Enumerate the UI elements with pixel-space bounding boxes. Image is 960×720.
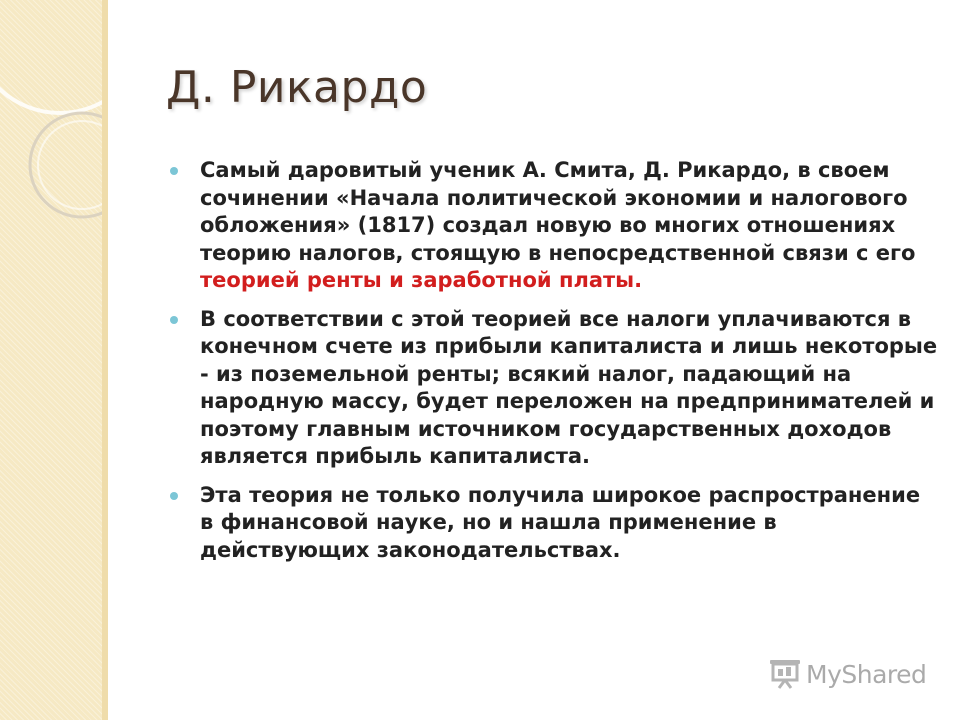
bullet-text: Эта теория не только получила широкое распространение в финансовой науке, но и нашла применение в действующих законодательствах.: [200, 482, 921, 562]
myshared-watermark: [768, 656, 926, 692]
bullet-item: [168, 306, 938, 471]
side-band-edge: [102, 0, 108, 720]
small-circle-outline: [30, 113, 108, 217]
bullet-text: В соответствии с этой теорией все налоги уплачиваются в конечном счете из прибыли капиталиста и лишь некоторые - из поземельной ренты; всякий налог, падающий на народную массу, будет переложен на предпринимателей и поэтому главным источником государственных доходов является прибыль капиталиста.: [200, 306, 938, 468]
bullet-highlight-text: теорией ренты и заработной платы.: [200, 268, 643, 292]
bullet-text: Самый даровитый ученик А. Смита, Д. Рикардо, в своем сочинении «Начала политической экономии и налогового обложения» (1817) создал новую во многих отношениях теорию налогов, стоящую в непосредственной связи с его: [200, 158, 916, 265]
decorative-circles: [0, 0, 108, 720]
inner-circle-outline: [38, 121, 108, 209]
bullet-dot-icon: [170, 316, 178, 324]
bullet-item: [168, 157, 938, 295]
bullet-item: [168, 482, 938, 565]
large-circle-outline: [0, 0, 108, 113]
bullet-list: [168, 157, 938, 575]
bullet-dot-icon: [170, 492, 178, 500]
watermark-text: MyShared: [806, 659, 927, 689]
decorative-side-band: [0, 0, 108, 720]
bullet-dot-icon: [170, 167, 178, 175]
projector-screen-icon: [768, 658, 802, 690]
slide-title: Д. Рикардо: [166, 62, 428, 113]
